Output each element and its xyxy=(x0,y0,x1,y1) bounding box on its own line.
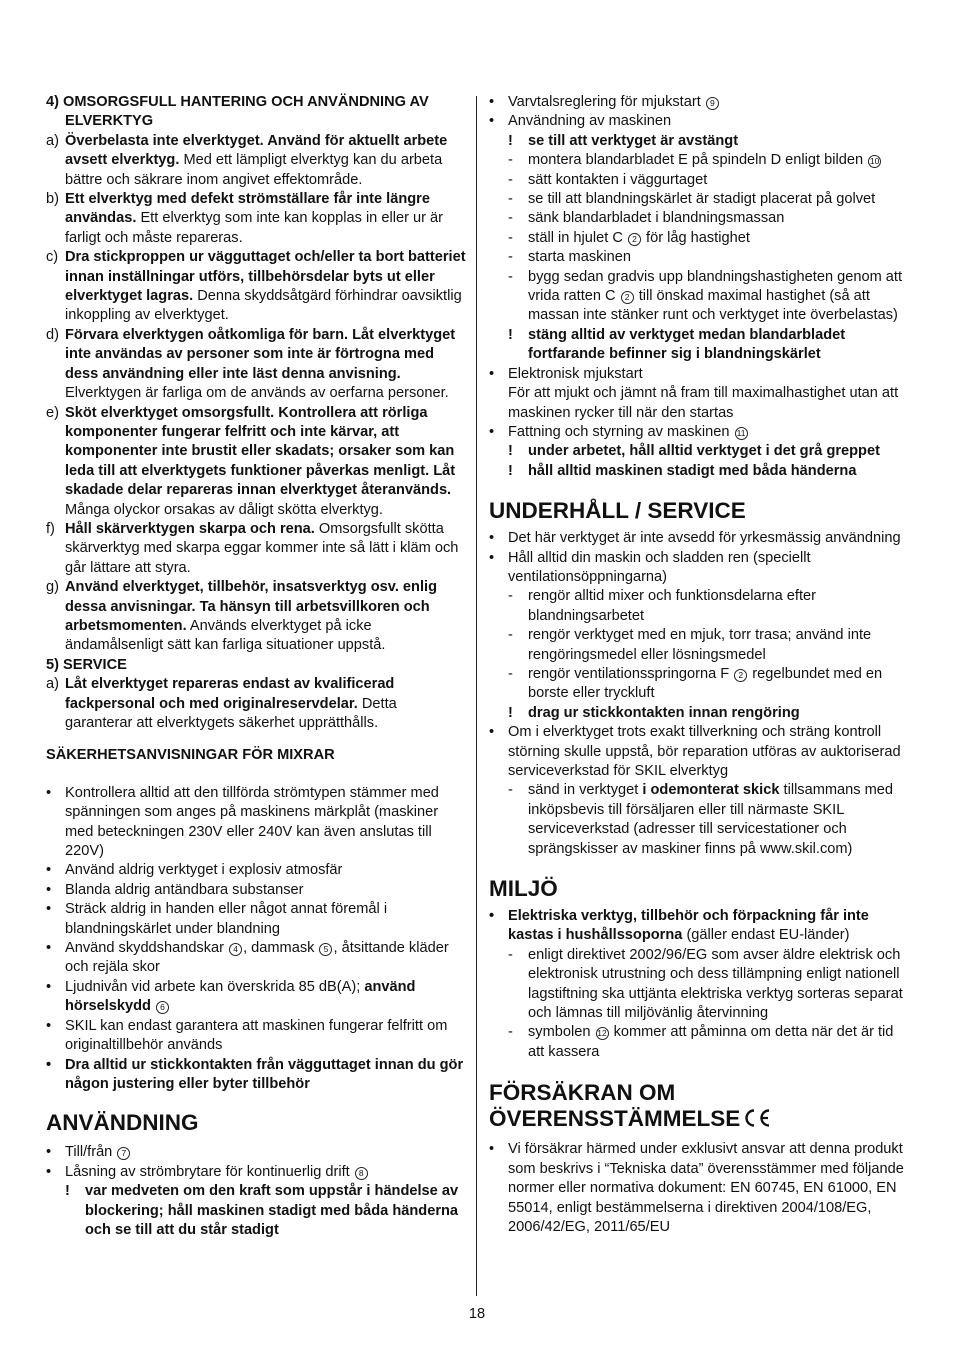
callout-number: 4 xyxy=(229,943,242,956)
list-item: • Elektriska verktyg, tillbehör och förpackning får inte kastas i hushållssoporna (gäller endast EU-länder) xyxy=(489,908,869,944)
dash-item: - bygg sedan gradvis upp blandningshastigheten genom att vrida ratten C 2 till önskad maximal hastighet (så att massan inte stänker runt och verktyget inte överbelastas) xyxy=(508,268,903,324)
dash-item: - sätt kontakten i väggurtaget xyxy=(508,171,708,188)
callout-number: 5 xyxy=(319,943,332,956)
dash-item: - rengör ventilationsspringorna F 2 regelbundet med en borste eller tryckluft xyxy=(508,665,883,702)
list-item: • SKIL kan endast garantera att maskinen fungerar felfritt om originaltillbehör används xyxy=(46,1017,448,1054)
dash-item: - sänk blandarbladet i blandningsmassan xyxy=(508,210,785,227)
list-item: • Ljudnivån vid arbete kan överskrida 85 dB(A); använd hörselskydd 6 xyxy=(46,978,416,1015)
usage-list xyxy=(46,1143,466,1240)
paragraph: För att mjukt och jämnt nå fram till maximalhastighet utan att maskinen rycker till när den startas xyxy=(508,385,899,421)
lettered-item: g) Använd elverktyget, tillbehör, insatsverktyg osv. enlig dessa anvisningar. Ta hänsyn till arbetsvillkoren och arbetsmomenten. Används elverktyget på icke ändamålsenligt sätt kan farliga situationer uppstå. xyxy=(46,579,437,654)
callout-number: 2 xyxy=(628,233,641,246)
callout-number: 11 xyxy=(735,427,748,440)
callout-number: 8 xyxy=(355,1167,368,1180)
list-item: • Användning av maskinen xyxy=(489,113,672,130)
warning-item: ! under arbetet, håll alltid verktyget i det grå greppet xyxy=(508,443,880,460)
dash-item: - symbolen 12 kommer att påminna om detta när det är tid att kassera xyxy=(508,1024,894,1060)
left-column xyxy=(46,93,466,1240)
dash-item: - rengör verktyget med en mjuk, torr trasa; använd inte rengöringsmedel eller lösningsmedel xyxy=(508,627,872,663)
list-item: • Kontrollera alltid att den tillförda strömtypen stämmer med spänningen som anges på maskinens märkplåt (maskiner med beteckningen 230V eller 240V kan även anslutas till 220V) xyxy=(46,784,439,860)
callout-number: 2 xyxy=(734,669,747,682)
list-item: • Det här verktyget är inte avsedd för yrkesmässig användning xyxy=(489,530,901,547)
dash-item: - ställ in hjulet C 2 för låg hastighet xyxy=(508,229,750,246)
list-item: • Om i elverktyget trots exakt tillverkning och sträng kontroll störning skulle uppstå, bör reparation utföras av auktoriserad serviceverkstad för SKIL elverktyg xyxy=(489,724,901,779)
maintenance-heading: UNDERHÅLL / SERVICE xyxy=(489,498,746,524)
callout-number: 10 xyxy=(869,156,880,167)
dash-item: - starta maskinen xyxy=(508,249,632,266)
section-5-list xyxy=(46,675,466,733)
section-4-list xyxy=(46,132,466,656)
warning-item: ! drag ur stickkontakten innan rengöring xyxy=(508,704,800,721)
callout-number: 6 xyxy=(156,1001,169,1014)
lettered-item: c) Dra stickproppen ur vägguttaget och/eller ta bort batteriet innan inställningar utförs, tillbehörsdelar byts ut eller elverktyget lagras. Denna skyddsåtgärd förhindrar oavsiktlig inkoppling av elverktyget. xyxy=(46,249,466,324)
list-item: • Blanda aldrig antändbara substanser xyxy=(46,881,304,898)
list-item: • Elektronisk mjukstart xyxy=(489,365,643,382)
list-item: • Låsning av strömbrytare för kontinuerlig drift 8 xyxy=(46,1163,466,1182)
callout-number: 9 xyxy=(706,97,719,110)
list-item: • Fattning och styrning av maskinen 11 xyxy=(489,423,913,442)
lettered-item: f) Håll skärverktygen skarpa och rena. Omsorgsfullt skötta skärverktyg med skarpa eggar kommer inte så lätt i kläm och går lättare att styra. xyxy=(46,520,459,576)
list-item: • Använd skyddshandskar 4 , dammask 5 , åtsittande kläder och rejäla skor xyxy=(46,940,449,976)
warning-item: ! håll alltid maskinen stadigt med båda händerna xyxy=(508,462,857,479)
page-number: 18 xyxy=(468,1306,486,1322)
lettered-item: b) Ett elverktyg med defekt strömställare får inte längre användas. Ett elverktyg som inte kan kopplas in eller ur är farligt och måste repareras. xyxy=(46,191,443,246)
warning-item: ! se till att verktyget är avstängt xyxy=(508,132,739,149)
lettered-item: e) Sköt elverktyget omsorgsfullt. Kontrollera att rörliga komponenter fungerar felfritt och inte kärvar, att komponenter inte brustit eller skadats; orsaker som kan leda till att elverktygets funktioner påverkas menligt. Låt skadade delar repareras innan elverktyget återanvänds. Många olyckor orsakas av dåligt skötta elverktyg. xyxy=(46,404,456,518)
dash-item: - se till att blandningskärlet är stadigt placerat på golvet xyxy=(508,191,876,208)
callout-number: 7 xyxy=(117,1147,130,1160)
warning-item: ! var medveten om den kraft som uppstår i händelse av blockering; håll maskinen stadigt med båda händerna och se till att du står stadigt xyxy=(65,1183,459,1238)
list-item: • Varvtalsreglering för mjukstart 9 xyxy=(489,93,913,112)
lettered-item: a) Överbelasta inte elverktyget. Använd för aktuellt arbete avsett elverktyg. Med ett lämpligt elverktyg kan du arbeta bättre och säkrare inom angivet effektområde. xyxy=(46,132,448,188)
warning-item: ! stäng alltid av verktyget medan blandarbladet fortfarande befinner sig i blandningskärlet xyxy=(508,326,846,363)
lettered-item: d) Förvara elverktygen oåtkomliga för barn. Låt elverktyget inte användas av personer som inte är förtrogna med dess användning eller inte läst denna anvisning. Elverktygen är farliga om de används av oerfarna personer. xyxy=(46,326,456,402)
callout-number: 2 xyxy=(621,291,634,304)
usage-heading: ANVÄNDNING xyxy=(46,1110,199,1136)
list-item: • Använd aldrig verktyget i explosiv atmosfär xyxy=(46,862,343,879)
section-5-heading: 5) SERVICE xyxy=(46,656,127,673)
list-item: • Till/från 7 xyxy=(46,1143,466,1162)
dash-item: - rengör alltid mixer och funktionsdelarna efter blandningsarbetet xyxy=(508,588,816,624)
dash-item: - montera blandarbladet E på spindeln D enligt bilden 10 xyxy=(508,152,880,169)
mixer-safety-list xyxy=(46,784,466,1095)
list-item: • Vi försäkrar härmed under exklusivt ansvar att denna produkt som beskrivs i “Tekniska data” överensstämmer med följande normer eller normativa dokument: EN 60745, EN 61000, EN 55014, enligt bestämmelserna i direktiven 2004/108/EG, 2006/42/EG, 2011/65/EU xyxy=(489,1141,904,1235)
environment-heading: MILJÖ xyxy=(489,876,558,902)
dash-item: - sänd in verktyget i odemonterat skick tillsammans med inköpsbevis till försäljaren eller till närmaste SKIL serviceverkstad (adresser till servicestationer och sprängskisser av maskiner finns på www.skil.com) xyxy=(508,782,894,857)
list-item: • Dra alltid ur stickkontakten från vägguttaget innan du gör någon justering eller byter tillbehör xyxy=(46,1056,464,1092)
section-4-heading: 4) OMSORGSFULL HANTERING OCH ANVÄNDNING AV ELVERKTYG xyxy=(46,94,429,130)
callout-number: 12 xyxy=(597,1028,607,1039)
dash-item: - enligt direktivet 2002/96/EG som avser äldre elektrisk och elektronisk utrustning och dess tillämpning enligt nationell lagstiftning ska uttjänta elektriska verktyg sorteras separat och lämnas till miljövänlig återvinning xyxy=(508,946,903,1022)
list-item: • Håll alltid din maskin och sladden ren (speciellt ventilationsöppningarna) xyxy=(489,549,811,585)
ce-mark-icon xyxy=(742,1108,772,1134)
mixer-safety-heading: SÄKERHETSANVISNINGAR FÖR MIXRAR xyxy=(46,747,335,764)
list-item: • Sträck aldrig in handen eller något annat föremål i blandningskärlet under blandning xyxy=(46,901,388,937)
declaration-heading: FÖRSÄKRAN OM ÖVERENSSTÄMMELSE xyxy=(489,1080,913,1134)
lettered-item: a) Låt elverktyget repareras endast av kvalificerad fackpersonal och med originalreservdelar. Detta garanterar att elverktygets säkerhet upprätthålls. xyxy=(46,676,397,731)
column-divider xyxy=(476,96,477,1296)
right-column xyxy=(489,93,913,1237)
